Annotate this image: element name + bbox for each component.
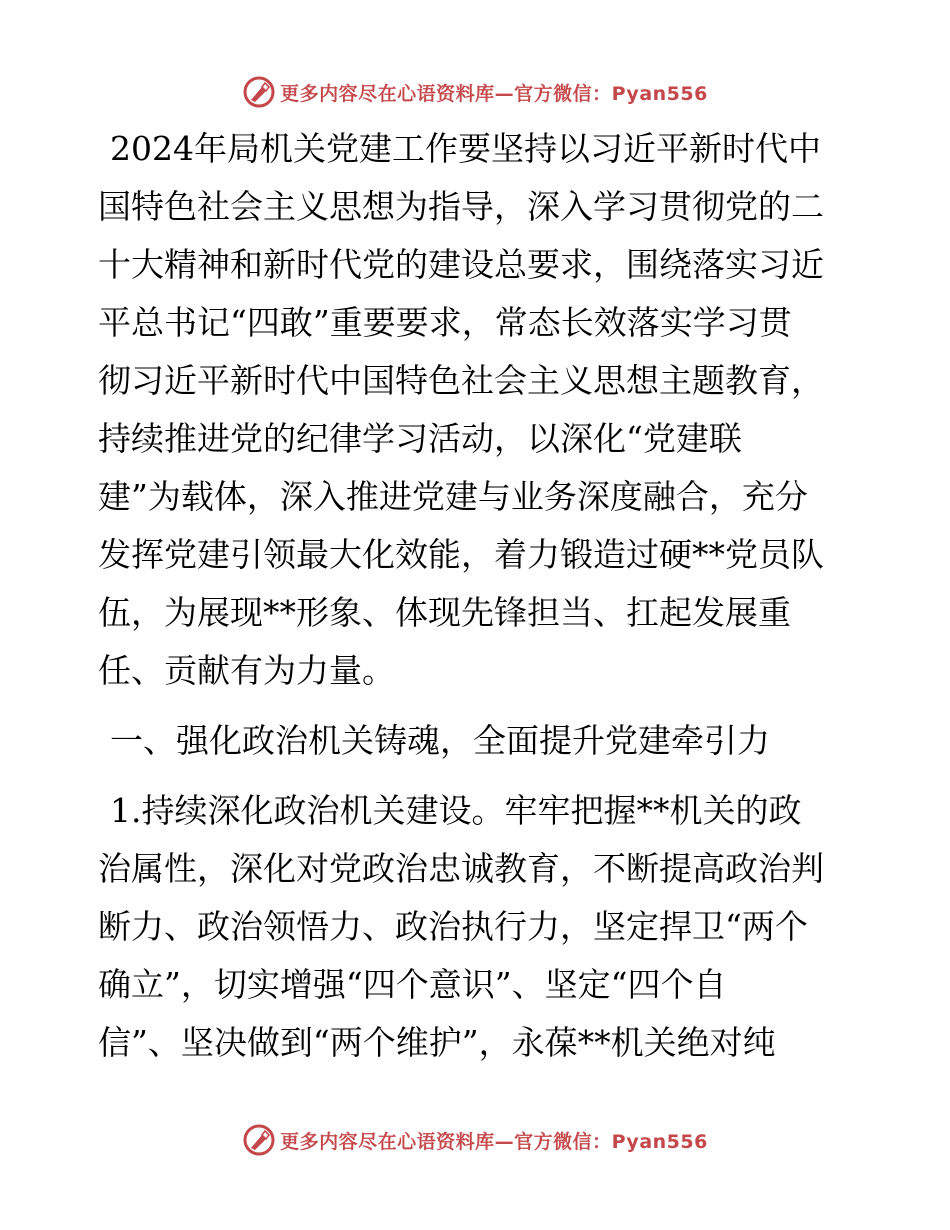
document-body (98, 120, 852, 1072)
heading-line: 一、强化政治机关铸魂，全面提升党建牵引力 (110, 721, 770, 760)
text-line: 平总书记“四敢”重要要求，常态长效落实学习贯 (98, 303, 792, 342)
text-line: 1.持续深化政治机关建设。牢牢把握**机关的政 (110, 791, 802, 830)
header-banner (0, 72, 950, 112)
text-line: 2024年局机关党建工作要坚持以习近平新时代中 (110, 129, 821, 168)
text-line: 发挥党建引领最大化效能，着力锻造过硬**党员队 (98, 535, 824, 574)
text-line: 持续推进党的纪律学习活动，以深化“党建联 (98, 419, 742, 458)
paragraph-intro (98, 120, 852, 700)
text-line: 国特色社会主义思想为指导，深入学习贯彻党的二 (98, 187, 824, 226)
text-line: 伍，为展现**形象、体现先锋担当、扛起发展重 (98, 593, 791, 632)
paragraph-section-1 (98, 782, 852, 1072)
text-line: 建”为载体，深入推进党建与业务深度融合，充分 (98, 477, 808, 516)
text-line: 任、贡献有为力量。 (98, 651, 395, 690)
text-line: 彻习近平新时代中国特色社会主义思想主题教育， (98, 361, 824, 400)
text-line: 十大精神和新时代党的建设总要求，围绕落实习近 (98, 245, 824, 284)
section-heading (98, 712, 852, 770)
banner-text: 更多内容尽在心语资料库—官方微信：Pyan556 (280, 1130, 708, 1153)
text-line: 信”、坚决做到“两个维护”，永葆**机关绝对纯 (98, 1023, 776, 1062)
text-line: 确立”，切实增强“四个意识”、坚定“四个自 (98, 965, 727, 1004)
text-line: 治属性，深化对党政治忠诚教育，不断提高政治判 (98, 849, 824, 888)
banner-text: 更多内容尽在心语资料库—官方微信：Pyan556 (280, 82, 708, 105)
pen-seal-logo-icon (242, 1123, 276, 1157)
pen-seal-logo-icon (242, 75, 276, 109)
text-line: 断力、政治领悟力、政治执行力，坚定捍卫“两个 (98, 907, 808, 946)
footer-banner (0, 1120, 950, 1160)
